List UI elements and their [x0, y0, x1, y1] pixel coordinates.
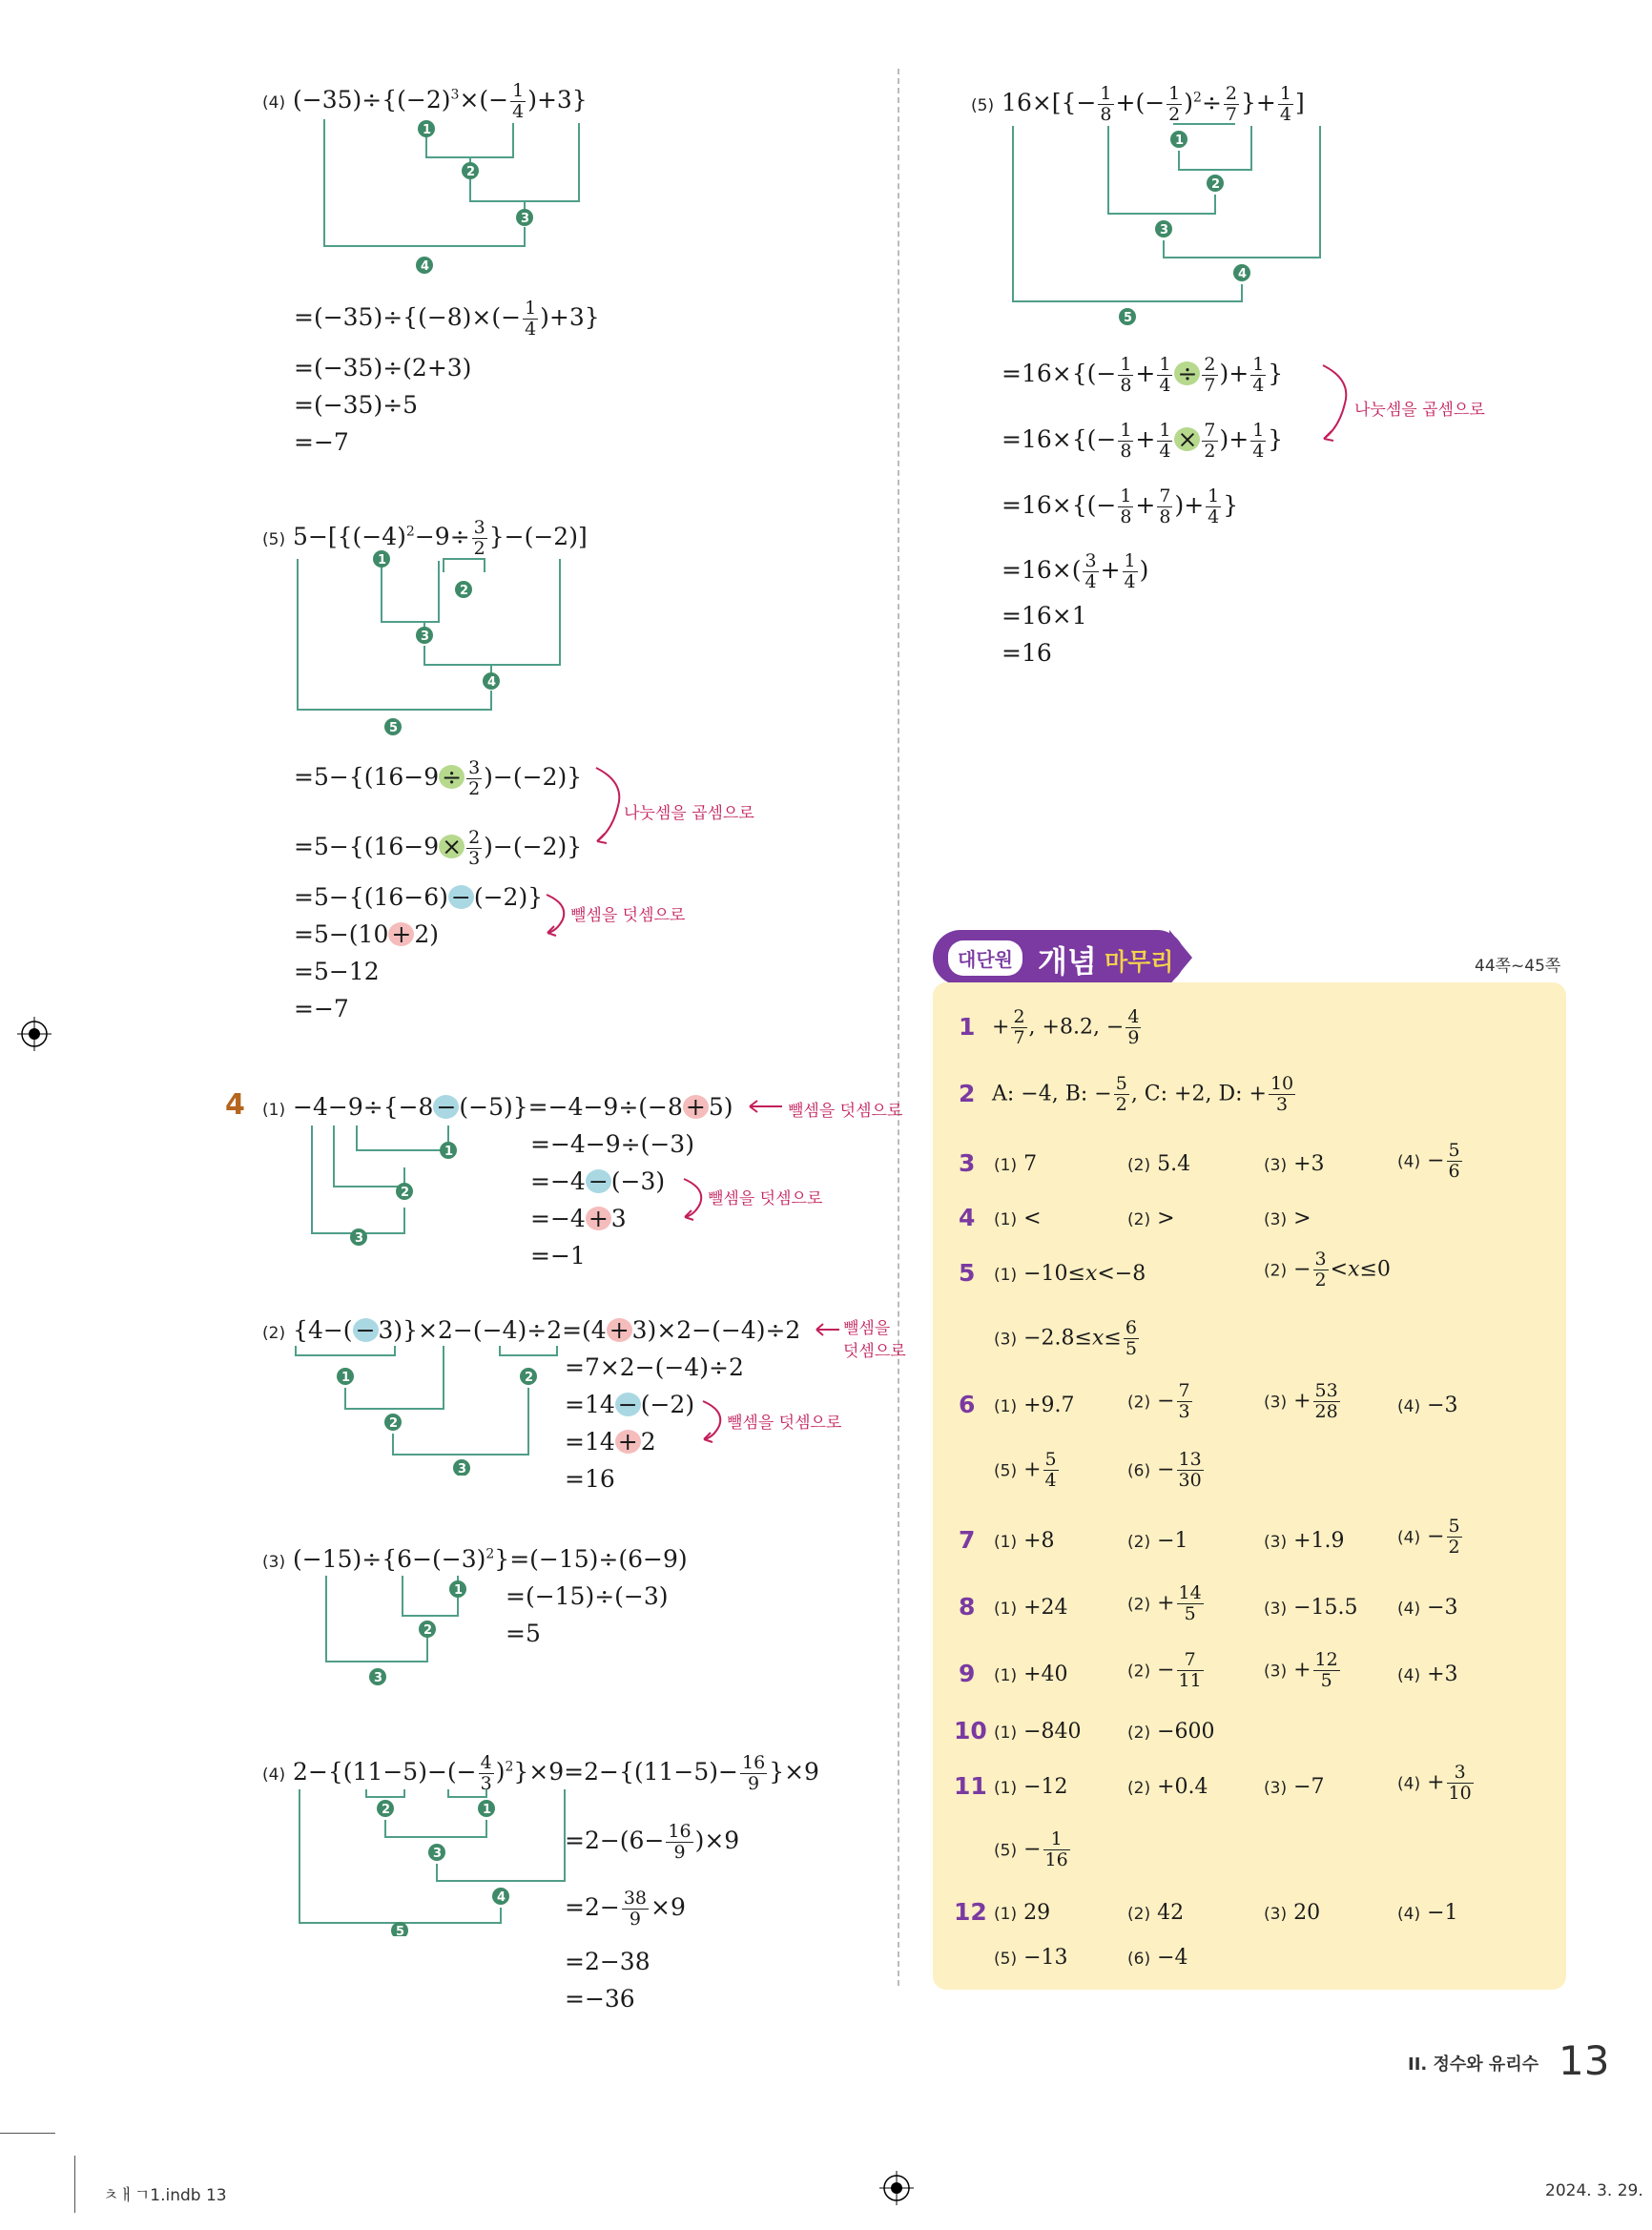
- answer-11-1: (1) −12: [994, 1775, 1068, 1799]
- answer-12-6: (6) −4: [1127, 1946, 1188, 1970]
- answer-11-5: (5) − $\frac{1}{16}$: [994, 1828, 1068, 1870]
- problem-4-2-step-1: =7×2−(−4)÷2: [565, 1353, 744, 1381]
- problem-4-4-order-brackets: [286, 1784, 572, 1936]
- problem-3-4-step-1: =(−35)÷{(−8)×(− $\frac{1}{4}$ )+3}: [294, 298, 600, 340]
- problem-3-4-step-2: =(−35)÷(2+3): [294, 354, 472, 382]
- problem-4-4-step-2: =2− $\frac{38}{9}$ ×9: [565, 1888, 686, 1930]
- problem-4-1-order-brackets: [286, 1122, 534, 1255]
- answer-9-4: (4) +3: [1397, 1662, 1458, 1686]
- svg-text:5: 5: [396, 1925, 405, 1936]
- note-sub-to-add: 뺄셈을 덧셈으로: [708, 1189, 823, 1208]
- problem-3-4-order-brackets: [286, 110, 610, 281]
- problem-3-5r-step-2: =16×{(− $\frac{1}{8}$ + $\frac{1}{4}$ × $\frac{7}{2}$ )+ $\frac{1}{4}$ }: [1002, 420, 1284, 462]
- problem-4-3-step-1: =(−15)÷(−3): [506, 1582, 669, 1610]
- answer-number: 9: [959, 1660, 976, 1687]
- note-sub-to-add: 뺄셈을 덧셈으로: [727, 1414, 842, 1433]
- problem-4-1-step-1: =−4−9÷(−3): [530, 1130, 694, 1158]
- crop-line: [0, 2133, 55, 2134]
- section-label: II. 정수와 유리수: [1408, 2054, 1539, 2075]
- problem-3-5-step-2: =5−{(16−9 × $\frac{2}{3}$ )−(−2)}: [294, 827, 583, 869]
- problem-label: (4): [262, 93, 286, 113]
- page-number: 13: [1559, 2037, 1610, 2084]
- problem-4-4-step-1: =2−(6− $\frac{16}{9}$ )×9: [565, 1821, 740, 1863]
- svg-text:3: 3: [458, 1462, 467, 1476]
- note-sub-to-add: 뺄셈을 덧셈으로: [570, 906, 686, 925]
- svg-text:2: 2: [423, 1623, 433, 1638]
- problem-4-3-answer: =5: [506, 1620, 541, 1647]
- answer-12-2: (2) 42: [1127, 1901, 1185, 1925]
- svg-text:3: 3: [355, 1231, 364, 1246]
- answer-6-6: (6) − $\frac{13}{30}$: [1127, 1449, 1202, 1491]
- problem-4-1-step-2: =−4 − (−3): [530, 1167, 666, 1195]
- note-sub-to-add: 뺄셈을 덧셈으로: [788, 1102, 903, 1121]
- registration-mark-icon: [17, 1017, 52, 1051]
- arrow-icon: [1318, 361, 1356, 446]
- svg-text:4: 4: [1238, 267, 1248, 281]
- note-sub-to-add-b: 덧셈으로: [843, 1342, 906, 1361]
- svg-text:2: 2: [382, 1803, 391, 1817]
- problem-3-5-step-4: =5−(10 + 2): [294, 920, 439, 948]
- answer-5-1: (1) −10≤x<−8: [994, 1262, 1146, 1286]
- problem-4-4-answer: =−36: [565, 1985, 635, 2013]
- svg-text:4: 4: [497, 1890, 506, 1905]
- arrow-icon: [542, 891, 574, 939]
- answer-7-4: (4) − $\frac{5}{2}$: [1397, 1516, 1460, 1558]
- svg-text:4: 4: [487, 675, 497, 690]
- print-date: 2024. 3. 29.: [1545, 2181, 1643, 2200]
- answer-4-3: (3) >: [1264, 1207, 1311, 1230]
- answer-10-1: (1) −840: [994, 1720, 1082, 1744]
- problem-3-5-step-5: =5−12: [294, 958, 380, 985]
- svg-text:5: 5: [389, 721, 399, 735]
- answer-7-1: (1) +8: [994, 1529, 1055, 1553]
- problem-4-1-answer: =−1: [530, 1242, 586, 1270]
- answer-number: 12: [954, 1898, 987, 1926]
- answer-3-1: (1) 7: [994, 1152, 1038, 1176]
- svg-text:2: 2: [525, 1371, 534, 1385]
- answer-12-1: (1) 29: [994, 1901, 1051, 1925]
- problem-4-2-order-brackets: [286, 1342, 572, 1476]
- svg-text:3: 3: [421, 630, 430, 644]
- svg-text:2: 2: [466, 165, 476, 179]
- answer-7-3: (3) +1.9: [1264, 1529, 1345, 1553]
- svg-text:3: 3: [1160, 223, 1169, 237]
- answer-5-3: (3) −2.8≤x≤ $\frac{6}{5}$: [994, 1317, 1137, 1359]
- problem-3-5r-order-brackets: [1002, 122, 1345, 332]
- svg-text:1: 1: [444, 1145, 454, 1159]
- column-divider: [898, 69, 899, 1986]
- answer-4-2: (2) >: [1127, 1207, 1175, 1230]
- answer-number: 11: [954, 1772, 987, 1800]
- answer-6-2: (2) − $\frac{7}{3}$: [1127, 1380, 1190, 1422]
- svg-text:1: 1: [423, 123, 432, 137]
- problem-3-4-step-3: =(−35)÷5: [294, 391, 419, 419]
- svg-text:1: 1: [378, 553, 387, 568]
- answer-number: 3: [959, 1149, 976, 1177]
- answer-number: 2: [959, 1080, 976, 1107]
- problem-3-5r-step-3: =16×{(− $\frac{1}{8}$ + $\frac{7}{8}$ )+ $\frac{1}{4}$ }: [1002, 485, 1239, 527]
- svg-text:3: 3: [433, 1847, 443, 1861]
- svg-text:4: 4: [421, 259, 430, 274]
- answer-7-2: (2) −1: [1127, 1529, 1188, 1553]
- svg-text:1: 1: [454, 1583, 464, 1598]
- answer-number: 5: [959, 1259, 976, 1287]
- answer-6-3: (3) + $\frac{53}{28}$: [1264, 1380, 1338, 1422]
- problem-3-5-answer: =−7: [294, 995, 349, 1022]
- answer-11-3: (3) −7: [1264, 1775, 1325, 1799]
- crop-line: [74, 2156, 75, 2213]
- arrow-icon: [679, 1175, 712, 1223]
- answer-number: 8: [959, 1593, 976, 1621]
- answer-6-5: (5) + $\frac{5}{4}$: [994, 1449, 1057, 1491]
- print-file-name: ㅊㅐㄱ1.indb 13: [103, 2186, 227, 2205]
- answer-8-1: (1) +24: [994, 1596, 1068, 1620]
- arrow-icon: [813, 1320, 841, 1339]
- svg-text:3: 3: [374, 1671, 383, 1685]
- problem-4-4-expression: (4) 2−{(11−5)−(− $\frac{4}{3}$ )$^2$}×9=2−{(11−5)− $\frac{16}{9}$ }×9: [262, 1752, 819, 1794]
- svg-text:2: 2: [1211, 177, 1221, 192]
- problem-3-4-expression: (4) $(-35)\div\{(-2)^3\times(-$ $\frac{1}{4}$ )+3}: [262, 80, 588, 122]
- answer-5-2: (2) − $\frac{3}{2}$ <x≤0: [1264, 1249, 1391, 1291]
- svg-text:1: 1: [483, 1803, 492, 1817]
- problem-3-5-step-3: =5−{(16−6) − (−2)}: [294, 883, 544, 911]
- review-pages: 44쪽~45쪽: [1475, 957, 1561, 976]
- problem-3-5r-step-5: =16×1: [1002, 602, 1087, 630]
- svg-text:2: 2: [389, 1416, 399, 1431]
- answer-10-2: (2) −600: [1127, 1720, 1215, 1744]
- arrow-icon: [698, 1397, 731, 1445]
- review-badge: 대단원: [948, 940, 1022, 976]
- answer-3-3: (3) +3: [1264, 1152, 1325, 1176]
- answer-6-4: (4) −3: [1397, 1394, 1458, 1417]
- answer-9-1: (1) +40: [994, 1662, 1068, 1686]
- answer-number: 4: [959, 1204, 976, 1231]
- problem-3-5r-step-4: =16×( $\frac{3}{4}$ + $\frac{1}{4}$ ): [1002, 550, 1149, 592]
- answer-12-3: (3) 20: [1264, 1901, 1321, 1925]
- answer-9-3: (3) + $\frac{12}{5}$: [1264, 1649, 1338, 1691]
- svg-text:5: 5: [1124, 311, 1133, 325]
- answer-3-4: (4) − $\frac{5}{6}$: [1397, 1140, 1460, 1182]
- problem-3-4-answer: =−7: [294, 428, 349, 456]
- problem-4-4-step-3: =2−38: [565, 1948, 650, 1975]
- svg-text:2: 2: [401, 1186, 410, 1200]
- problem-4-1-expression: (1) −4−9÷{−8 − (−5)}=−4−9÷(−8 + 5): [262, 1093, 733, 1121]
- math-text: =(−35)÷{(−8)×(−: [294, 302, 522, 331]
- problem-4-1-step-3: =−4 + 3: [530, 1205, 627, 1232]
- answer-11-2: (2) +0.4: [1127, 1775, 1208, 1799]
- problem-3-5r-answer: =16: [1002, 639, 1052, 667]
- answer-12-4: (4) −1: [1397, 1901, 1458, 1925]
- review-header: [933, 930, 1219, 985]
- note-div-to-mul: 나눗셈을 곱셈으로: [1354, 401, 1485, 420]
- arrow-icon: [746, 1097, 784, 1116]
- note-sub-to-add-a: 뺄셈을: [843, 1319, 891, 1338]
- answer-2: A: −4, B: − $\frac{5}{2}$ , C: +2, D: + $\frac{10}{3}$: [992, 1073, 1294, 1115]
- question-number-4: 4: [225, 1088, 245, 1122]
- answer-3-2: (2) 5.4: [1127, 1152, 1191, 1176]
- problem-label: (5): [262, 529, 286, 549]
- registration-mark-icon: [879, 2171, 914, 2205]
- problem-label: (5): [971, 95, 995, 115]
- answer-1: + $\frac{2}{7}$ , +8.2, − $\frac{4}{9}$: [992, 1006, 1140, 1048]
- svg-text:1: 1: [1175, 134, 1185, 148]
- problem-3-5-step-1: =5−{(16−9 ÷ $\frac{3}{2}$ )−(−2)}: [294, 757, 583, 799]
- answer-number: 7: [959, 1526, 976, 1554]
- problem-3-5r-step-1: =16×{(− $\frac{1}{8}$ + $\frac{1}{4}$ ÷ $\frac{2}{7}$ )+ $\frac{1}{4}$ }: [1002, 354, 1284, 396]
- answer-12-5: (5) −13: [994, 1946, 1068, 1970]
- problem-4-2-step-3: =14 + 2: [565, 1428, 656, 1456]
- answer-number: 6: [959, 1391, 976, 1418]
- problem-4-2-answer: =16: [565, 1465, 615, 1493]
- answer-8-3: (3) −15.5: [1264, 1596, 1358, 1620]
- answer-9-2: (2) − $\frac{7}{11}$: [1127, 1649, 1202, 1691]
- answer-4-1: (1) <: [994, 1207, 1042, 1230]
- note-div-to-mul: 나눗셈을 곱셈으로: [624, 804, 754, 823]
- problem-4-2-step-2: =14 − (−2): [565, 1391, 695, 1418]
- answer-number: 1: [959, 1013, 976, 1041]
- svg-text:2: 2: [460, 584, 469, 598]
- answer-8-2: (2) + $\frac{14}{5}$: [1127, 1582, 1202, 1624]
- problem-3-5-order-brackets: [286, 546, 610, 736]
- svg-text:3: 3: [521, 212, 530, 226]
- review-title-b: 마무리: [1105, 948, 1174, 976]
- problem-4-3-expression: (3) $(-15)\div\{6-(-3)^2\}=(-15)\div(6-9)$: [262, 1545, 688, 1573]
- problem-4-2-expression: (2) {4−( − 3)}×2−(−4)÷2=(4 + 3)×2−(−4)÷2: [262, 1316, 801, 1344]
- answer-11-4: (4) + $\frac{3}{10}$: [1397, 1762, 1472, 1804]
- svg-text:1: 1: [341, 1371, 351, 1385]
- problem-4-3-order-brackets: [286, 1570, 515, 1694]
- answer-6-1: (1) +9.7: [994, 1394, 1075, 1417]
- answer-number: 10: [954, 1717, 987, 1745]
- review-title-a: 개념: [1038, 943, 1097, 980]
- problem-3-5-expression: (5) $5-[\{(-4)^2-9\div$ $\frac{3}{2}$ }−(−2)]: [262, 517, 588, 559]
- problem-3-5r-expression: (5) 16×[{− $\frac{1}{8}$ +(− $\frac{1}{2}$ )$^2$÷ $\frac{2}{7}$ }+ $\frac{1}{4}$ ]: [971, 83, 1305, 125]
- answer-8-4: (4) −3: [1397, 1596, 1458, 1620]
